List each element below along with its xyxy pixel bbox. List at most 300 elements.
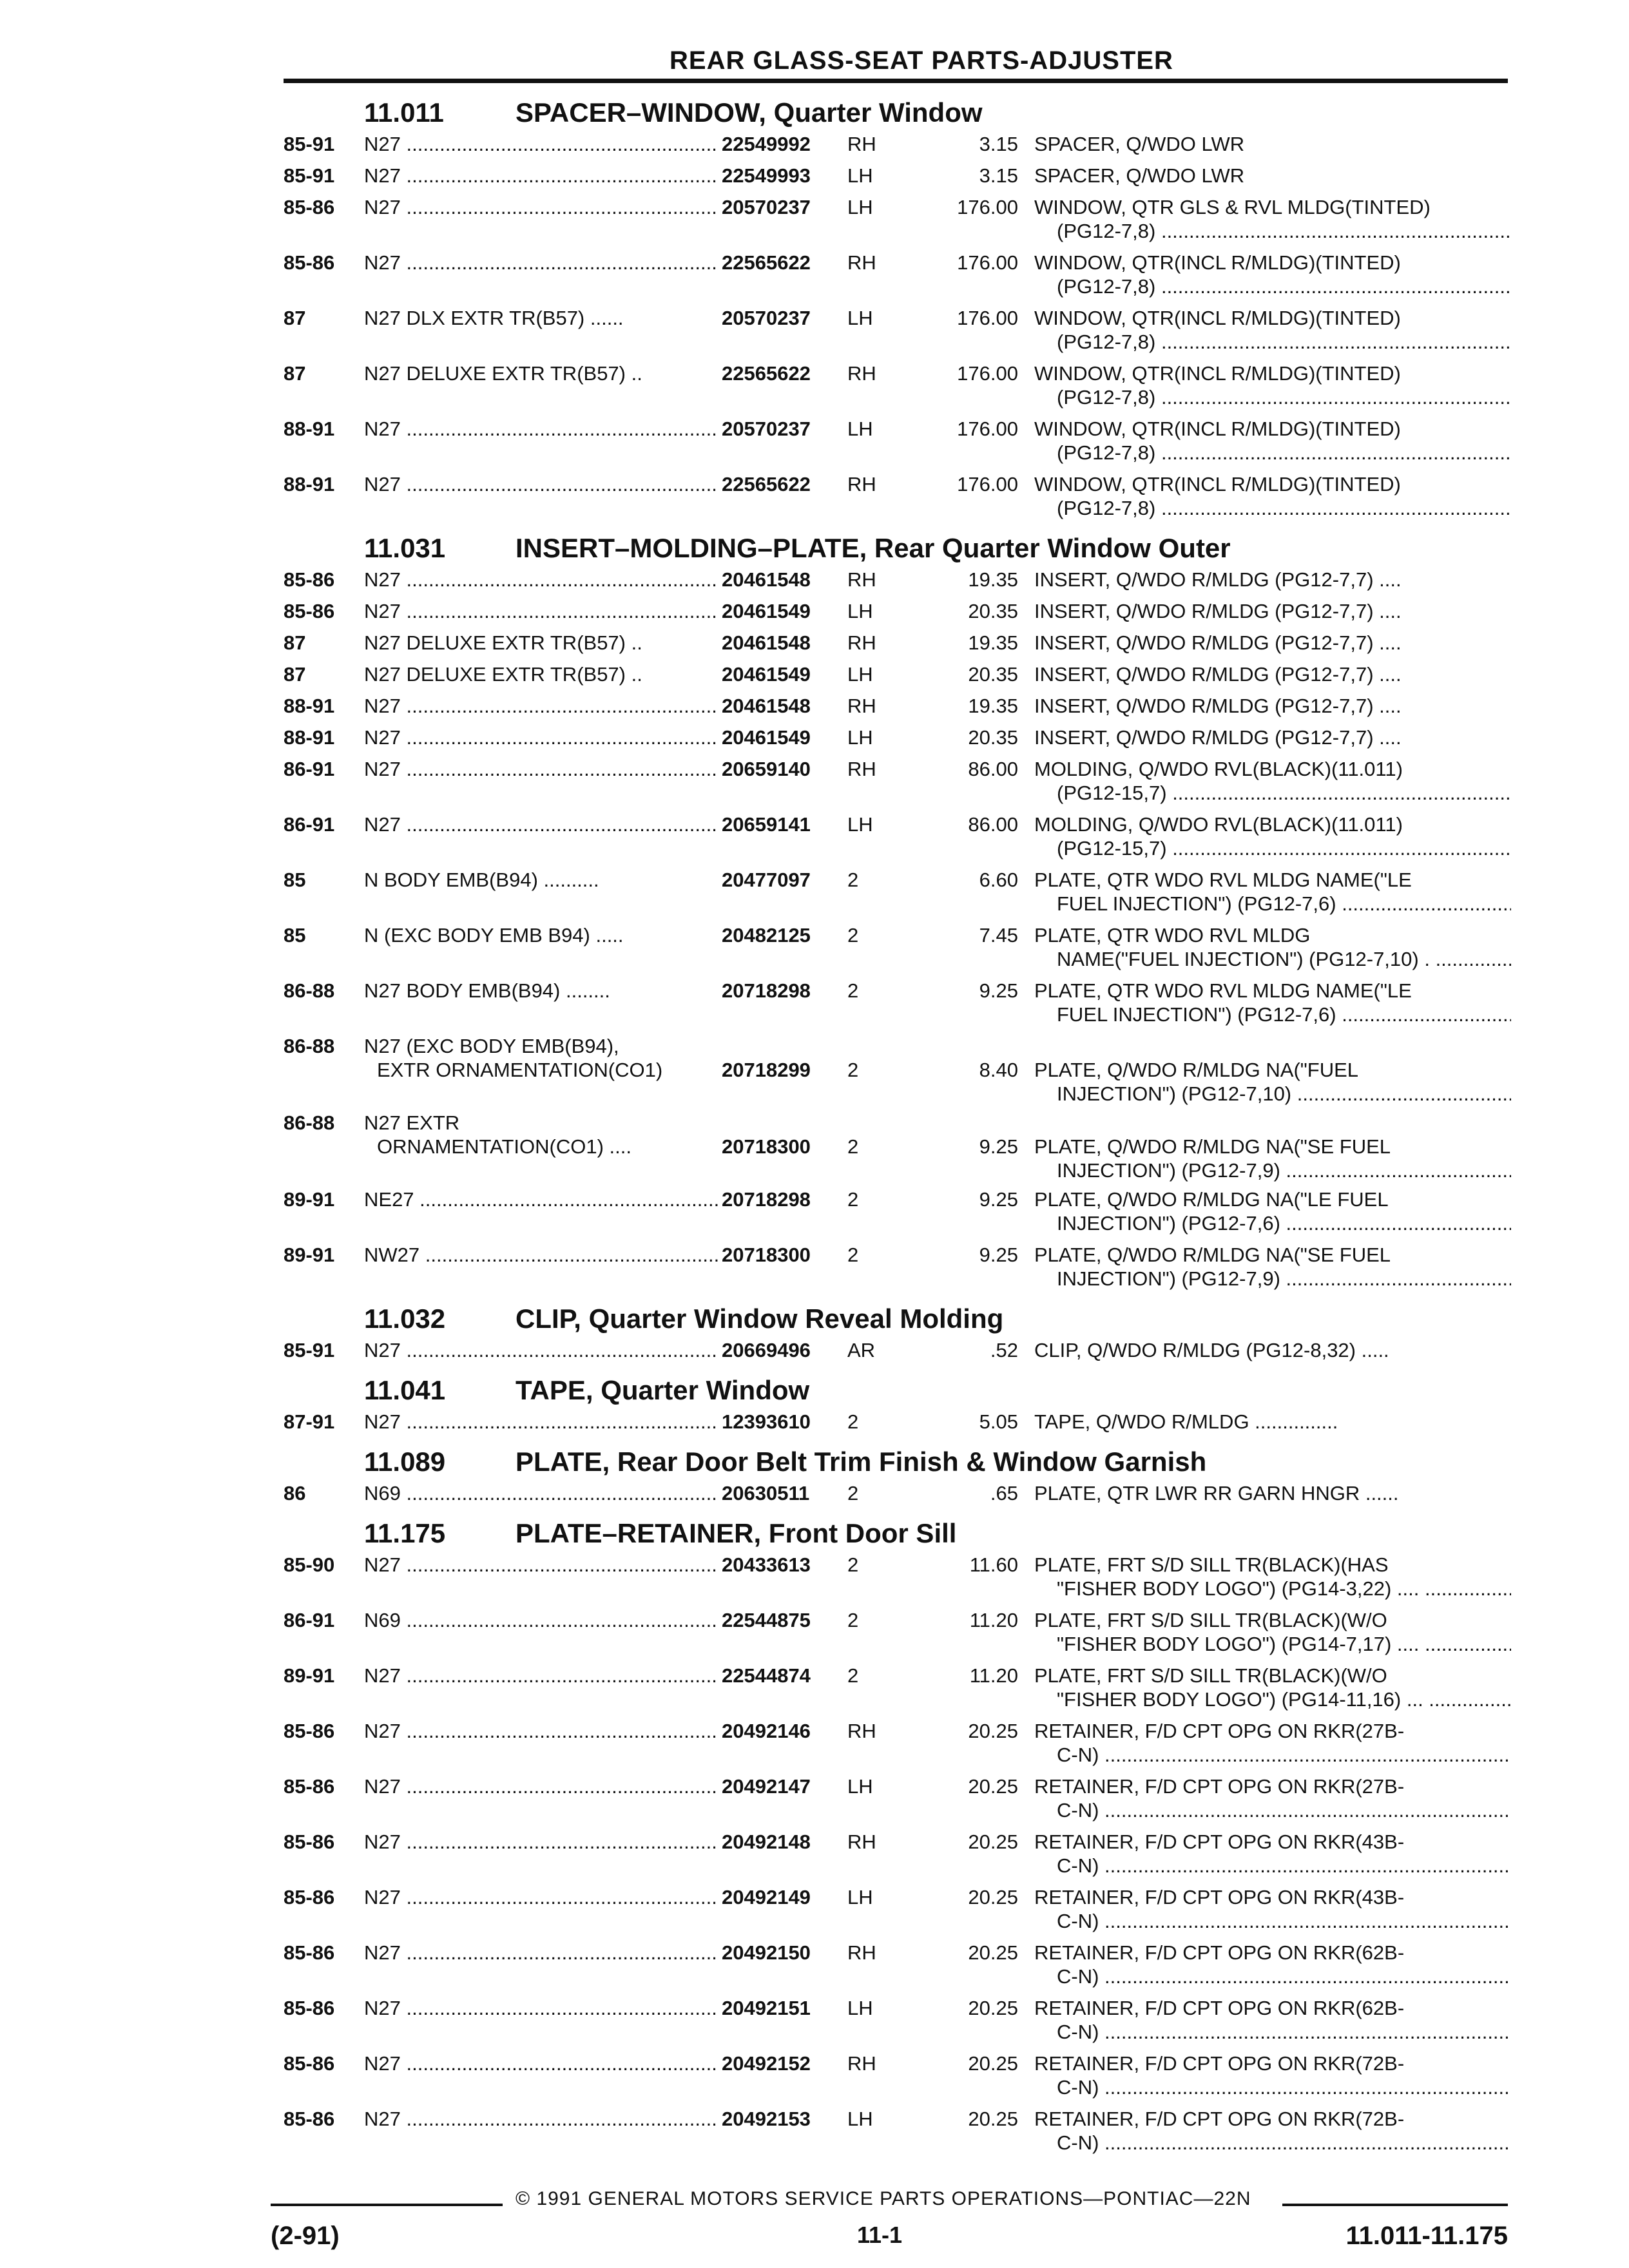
part-description-continued: (PG12-7,8) ..... [1057, 441, 1511, 465]
part-entry [284, 1608, 1508, 1664]
quantity-side: 2 [847, 1482, 859, 1504]
part-entry [284, 2052, 1508, 2107]
part-description: PLATE, FRT S/D SILL TR(BLACK)(HAS [1034, 1553, 1389, 1576]
part-description-continued: (PG12-15,7) ..... [1057, 836, 1511, 860]
part-description-continued: NAME("FUEL INJECTION") (PG12-7,10) . ..... [1057, 947, 1511, 971]
part-description-continued: (PG12-7,8) ..... [1057, 385, 1511, 409]
part-entry [284, 195, 1508, 251]
part-description: INSERT, Q/WDO R/MLDG (PG12-7,7) .... [1034, 631, 1402, 654]
quantity-side: AR [847, 1339, 876, 1361]
model-code: N27 ..... [364, 2107, 718, 2131]
list-price: 20.25 [968, 1997, 1018, 2019]
quantity-side: RH [847, 362, 876, 385]
model-code: N27 ..... [364, 1553, 718, 1577]
part-description-continued: (PG12-7,8) ..... [1057, 274, 1511, 298]
model-code-continued: ORNAMENTATION(CO1) .... [377, 1135, 631, 1158]
part-description-continued: C-N) ..... [1057, 2075, 1511, 2099]
model-code: N27 ..... [364, 568, 718, 591]
part-number: 20461548 [722, 695, 811, 717]
model-years: 85-86 [284, 1886, 335, 1908]
part-entry [284, 812, 1508, 868]
section-title: SPACER–WINDOW, Quarter Window [516, 97, 983, 128]
copyright-text: © 1991 GENERAL MOTORS SERVICE PARTS OPERATIONS—PONTIAC—22N [516, 2188, 1251, 2209]
part-entry [284, 979, 1508, 1034]
list-price: 176.00 [957, 473, 1018, 495]
part-entry [284, 1664, 1508, 1719]
part-description: SPACER, Q/WDO LWR [1034, 133, 1245, 155]
model-code: N27 ..... [364, 1719, 718, 1743]
part-number: 20718298 [722, 979, 811, 1002]
part-description-continued: (PG12-7,8) ..... [1057, 219, 1511, 243]
quantity-side: RH [847, 568, 876, 591]
title-rule [284, 79, 1508, 83]
part-description: WINDOW, QTR(INCL R/MLDG)(TINTED) [1034, 251, 1401, 274]
part-number: 20570237 [722, 196, 811, 218]
part-description-continued: INJECTION") (PG12-7,10) ..... [1057, 1082, 1511, 1106]
list-price: 20.25 [968, 1720, 1018, 1742]
section-header [284, 1298, 1508, 1338]
quantity-side: RH [847, 251, 876, 274]
quantity-side: 2 [847, 924, 859, 947]
section-title: PLATE, Rear Door Belt Trim Finish & Window Garnish [516, 1446, 1207, 1477]
part-number: 20492146 [722, 1720, 811, 1742]
model-code: N27 ..... [364, 1410, 718, 1434]
quantity-side: LH [847, 1997, 873, 2019]
quantity-side: 2 [847, 1410, 859, 1433]
quantity-side: LH [847, 600, 873, 622]
model-code: N27 ..... [364, 1338, 718, 1362]
model-years: 87-91 [284, 1410, 335, 1433]
part-description: PLATE, Q/WDO R/MLDG NA("FUEL [1034, 1059, 1359, 1081]
part-entry [284, 306, 1508, 361]
list-price: .52 [990, 1339, 1018, 1361]
quantity-side: LH [847, 813, 873, 836]
model-code: N27 ..... [364, 1774, 718, 1798]
model-code: N27 ..... [364, 1996, 718, 2020]
quantity-side: LH [847, 726, 873, 749]
model-years: 85-91 [284, 164, 335, 187]
list-price: 11.20 [969, 1609, 1018, 1631]
model-code: N27 (EXC BODY EMB(B94), [364, 1035, 619, 1057]
part-entry [284, 631, 1508, 662]
model-code: N27 ..... [364, 2052, 718, 2075]
part-number: 20492151 [722, 1997, 811, 2019]
list-price: 20.35 [968, 726, 1018, 749]
list-price: 20.25 [968, 2052, 1018, 2075]
part-description-continued: FUEL INJECTION") (PG12-7,6) ..... [1057, 1003, 1511, 1026]
quantity-side: LH [847, 196, 873, 218]
section-range: 11.011-11.175 [1345, 2222, 1508, 2250]
date-code: (2-91) [271, 2222, 340, 2250]
part-description-continued: C-N) ..... [1057, 1909, 1511, 1933]
part-description-continued: C-N) ..... [1057, 1854, 1511, 1878]
part-entry [284, 132, 1508, 164]
part-entry [284, 1996, 1508, 2052]
part-description-continued: (PG12-7,8) ..... [1057, 330, 1511, 354]
list-price: 11.20 [969, 1664, 1018, 1687]
quantity-side: 2 [847, 1135, 859, 1158]
list-price: 20.25 [968, 1831, 1018, 1853]
list-price: 9.25 [979, 1244, 1018, 1266]
model-code: N27 ..... [364, 1941, 718, 1965]
list-price: 3.15 [979, 133, 1018, 155]
model-code: N27 DELUXE EXTR TR(B57) .. [364, 631, 642, 654]
part-description-continued: INJECTION") (PG12-7,9) ..... [1057, 1267, 1511, 1291]
model-years: 89-91 [284, 1188, 335, 1211]
quantity-side: LH [847, 1886, 873, 1908]
quantity-side: 2 [847, 1609, 859, 1631]
quantity-side: 2 [847, 1553, 859, 1576]
list-price: 86.00 [968, 758, 1018, 780]
model-code: N27 DELUXE EXTR TR(B57) .. [364, 362, 642, 385]
model-years: 86-88 [284, 1111, 335, 1134]
section-header [284, 92, 1508, 132]
model-code: N27 BODY EMB(B94) ........ [364, 979, 610, 1002]
model-years: 88-91 [284, 726, 335, 749]
model-years: 85-86 [284, 1997, 335, 2019]
list-price: 5.05 [979, 1410, 1018, 1433]
model-code: N27 ..... [364, 472, 718, 496]
part-description-continued: (PG12-7,8) ..... [1057, 496, 1511, 520]
part-entry [284, 361, 1508, 417]
model-years: 87 [284, 362, 306, 385]
model-code: N27 ..... [364, 1885, 718, 1909]
part-number: 20477097 [722, 869, 811, 891]
model-years: 85 [284, 869, 306, 891]
part-entry [284, 472, 1508, 528]
list-price: 176.00 [957, 362, 1018, 385]
page-title: REAR GLASS-SEAT PARTS-ADJUSTER [670, 46, 1173, 75]
part-number: 22565622 [722, 362, 811, 385]
model-years: 88-91 [284, 695, 335, 717]
part-description-continued: C-N) ..... [1057, 1965, 1511, 1988]
part-description: INSERT, Q/WDO R/MLDG (PG12-7,7) .... [1034, 663, 1402, 686]
part-number: 22549993 [722, 164, 811, 187]
part-entry [284, 417, 1508, 472]
part-entry [284, 568, 1508, 599]
quantity-side: 2 [847, 979, 859, 1002]
model-years: 85-90 [284, 1553, 335, 1576]
part-number: 22565622 [722, 473, 811, 495]
part-entry [284, 1553, 1508, 1608]
quantity-side: RH [847, 631, 876, 654]
quantity-side: RH [847, 695, 876, 717]
part-entry [284, 868, 1508, 923]
part-description: INSERT, Q/WDO R/MLDG (PG12-7,7) .... [1034, 600, 1402, 622]
list-price: 176.00 [957, 418, 1018, 440]
quantity-side: RH [847, 1941, 876, 1964]
part-description: RETAINER, F/D CPT OPG ON RKR(62B- [1034, 1997, 1405, 2019]
section-title: PLATE–RETAINER, Front Door Sill [516, 1518, 957, 1548]
part-entry [284, 1338, 1508, 1370]
list-price: 19.35 [968, 631, 1018, 654]
list-price: 176.00 [957, 251, 1018, 274]
part-description: RETAINER, F/D CPT OPG ON RKR(62B- [1034, 1941, 1405, 1964]
list-price: 6.60 [979, 869, 1018, 891]
part-number: 20492148 [722, 1831, 811, 1853]
model-years: 85-86 [284, 600, 335, 622]
part-number: 20461548 [722, 631, 811, 654]
part-number: 22565622 [722, 251, 811, 274]
part-number: 20461549 [722, 600, 811, 622]
list-price: 9.25 [979, 1188, 1018, 1211]
part-entry [284, 164, 1508, 195]
model-code: N27 ..... [364, 812, 718, 836]
list-price: 20.25 [968, 2108, 1018, 2130]
part-description: RETAINER, F/D CPT OPG ON RKR(43B- [1034, 1886, 1405, 1908]
quantity-side: LH [847, 307, 873, 329]
model-years: 85-86 [284, 1775, 335, 1798]
quantity-side: RH [847, 1831, 876, 1853]
list-price: 20.25 [968, 1775, 1018, 1798]
part-description: PLATE, QTR WDO RVL MLDG [1034, 924, 1311, 947]
part-number: 20570237 [722, 418, 811, 440]
footer-rule-right [1282, 2204, 1508, 2206]
quantity-side: RH [847, 2052, 876, 2075]
part-description-continued: C-N) ..... [1057, 1798, 1511, 1822]
section-number: 11.032 [364, 1303, 446, 1334]
quantity-side: RH [847, 473, 876, 495]
model-code: N27 DELUXE EXTR TR(B57) .. [364, 663, 642, 686]
part-number: 20718300 [722, 1135, 811, 1158]
list-price: 9.25 [979, 1135, 1018, 1158]
part-description-continued: "FISHER BODY LOGO") (PG14-11,16) ... ..... [1057, 1687, 1511, 1711]
model-code: NE27 ..... [364, 1187, 718, 1211]
model-years: 87 [284, 631, 306, 654]
model-years: 85-86 [284, 1941, 335, 1964]
model-code: N (EXC BODY EMB B94) ..... [364, 924, 624, 947]
list-price: 8.40 [979, 1059, 1018, 1081]
quantity-side: LH [847, 164, 873, 187]
list-price: 20.35 [968, 663, 1018, 686]
section-header [284, 1370, 1508, 1410]
model-code: N27 EXTR [364, 1111, 460, 1134]
list-price: 9.25 [979, 979, 1018, 1002]
model-years: 85-86 [284, 196, 335, 218]
part-description: RETAINER, F/D CPT OPG ON RKR(72B- [1034, 2052, 1405, 2075]
model-code: N27 ..... [364, 726, 718, 749]
part-entry [284, 1410, 1508, 1441]
model-years: 85-86 [284, 2108, 335, 2130]
part-entry [284, 757, 1508, 812]
section-header [284, 528, 1508, 568]
list-price: .65 [990, 1482, 1018, 1504]
model-code: N27 ..... [364, 1830, 718, 1854]
part-description: RETAINER, F/D CPT OPG ON RKR(72B- [1034, 2108, 1405, 2130]
part-description: MOLDING, Q/WDO RVL(BLACK)(11.011) [1034, 813, 1403, 836]
part-number: 20659140 [722, 758, 811, 780]
model-years: 86-88 [284, 1035, 335, 1057]
model-years: 89-91 [284, 1244, 335, 1266]
part-description: TAPE, Q/WDO R/MLDG ............... [1034, 1410, 1338, 1433]
part-entry [284, 1034, 1508, 1111]
part-number: 20570237 [722, 307, 811, 329]
part-description: PLATE, FRT S/D SILL TR(BLACK)(W/O [1034, 1664, 1387, 1687]
part-description: INSERT, Q/WDO R/MLDG (PG12-7,7) .... [1034, 695, 1402, 717]
model-code: N27 ..... [364, 164, 718, 187]
part-number: 20718298 [722, 1188, 811, 1211]
section-title: CLIP, Quarter Window Reveal Molding [516, 1303, 1004, 1334]
part-number: 20461548 [722, 568, 811, 591]
list-price: 19.35 [968, 695, 1018, 717]
quantity-side: LH [847, 663, 873, 686]
page-number: 11-1 [857, 2222, 903, 2248]
part-description: WINDOW, QTR(INCL R/MLDG)(TINTED) [1034, 418, 1401, 440]
part-description: PLATE, FRT S/D SILL TR(BLACK)(W/O [1034, 1609, 1387, 1631]
quantity-side: 2 [847, 869, 859, 891]
part-number: 20630511 [722, 1482, 810, 1504]
list-price: 3.15 [979, 164, 1018, 187]
model-code: N27 ..... [364, 1664, 718, 1687]
model-code: N27 ..... [364, 195, 718, 219]
part-number: 22549992 [722, 133, 811, 155]
part-number: 20659141 [722, 813, 811, 836]
part-entry [284, 599, 1508, 631]
quantity-side: RH [847, 1720, 876, 1742]
quantity-side: RH [847, 758, 876, 780]
part-description: RETAINER, F/D CPT OPG ON RKR(27B- [1034, 1720, 1405, 1742]
part-number: 20492153 [722, 2108, 811, 2130]
model-years: 85-86 [284, 1720, 335, 1742]
part-description: WINDOW, QTR GLS & RVL MLDG(TINTED) [1034, 196, 1431, 218]
part-description-continued: C-N) ..... [1057, 1743, 1511, 1767]
model-code-continued: EXTR ORNAMENTATION(CO1) [377, 1059, 663, 1081]
part-description: PLATE, Q/WDO R/MLDG NA("SE FUEL [1034, 1244, 1391, 1266]
list-price: 20.35 [968, 600, 1018, 622]
section-number: 11.175 [364, 1518, 446, 1548]
section-number: 11.031 [364, 533, 446, 563]
part-entry [284, 1719, 1508, 1774]
section-title: INSERT–MOLDING–PLATE, Rear Quarter Window Outer [516, 533, 1231, 563]
model-years: 85-91 [284, 1339, 335, 1361]
part-entry [284, 1187, 1508, 1243]
part-number: 20492152 [722, 2052, 811, 2075]
model-code: N27 ..... [364, 417, 718, 441]
list-price: 176.00 [957, 307, 1018, 329]
list-price: 7.45 [979, 924, 1018, 947]
model-code: N27 ..... [364, 694, 718, 718]
part-entry [284, 1941, 1508, 1996]
catalog-page [284, 45, 1508, 2162]
part-number: 20433613 [722, 1553, 811, 1576]
part-number: 20718300 [722, 1244, 811, 1266]
section-header [284, 1513, 1508, 1553]
part-entry [284, 726, 1508, 757]
model-years: 89-91 [284, 1664, 335, 1687]
model-code: N BODY EMB(B94) .......... [364, 869, 599, 891]
model-code: N27 ..... [364, 757, 718, 781]
model-code: N69 ..... [364, 1608, 718, 1632]
model-years: 88-91 [284, 418, 335, 440]
part-description-continued: INJECTION") (PG12-7,9) ..... [1057, 1158, 1511, 1182]
quantity-side: LH [847, 1775, 873, 1798]
part-description: CLIP, Q/WDO R/MLDG (PG12-8,32) ..... [1034, 1339, 1389, 1361]
part-description: PLATE, Q/WDO R/MLDG NA("SE FUEL [1034, 1135, 1391, 1158]
part-description: PLATE, Q/WDO R/MLDG NA("LE FUEL [1034, 1188, 1389, 1211]
part-number: 20492150 [722, 1941, 811, 1964]
model-years: 86-91 [284, 813, 335, 836]
part-description: INSERT, Q/WDO R/MLDG (PG12-7,7) .... [1034, 568, 1402, 591]
section-number: 11.011 [364, 97, 444, 128]
model-years: 85-86 [284, 1831, 335, 1853]
model-years: 85-91 [284, 133, 335, 155]
part-description: INSERT, Q/WDO R/MLDG (PG12-7,7) .... [1034, 726, 1402, 749]
quantity-side: LH [847, 2108, 873, 2130]
list-price: 20.25 [968, 1886, 1018, 1908]
list-price: 11.60 [969, 1553, 1018, 1576]
model-years: 87 [284, 307, 306, 329]
model-code: N27 ..... [364, 251, 718, 274]
model-years: 85-86 [284, 251, 335, 274]
quantity-side: RH [847, 133, 876, 155]
part-entry [284, 662, 1508, 694]
part-entry [284, 2107, 1508, 2162]
part-entry [284, 923, 1508, 979]
part-number: 22544874 [722, 1664, 811, 1687]
model-years: 86 [284, 1482, 306, 1504]
part-description-continued: "FISHER BODY LOGO") (PG14-7,17) .... ..... [1057, 1632, 1511, 1656]
part-description-continued: (PG12-15,7) ..... [1057, 781, 1511, 805]
model-code: N69 ..... [364, 1481, 718, 1505]
list-price: 176.00 [957, 196, 1018, 218]
section-number: 11.089 [364, 1446, 446, 1477]
part-number: 20492149 [722, 1886, 811, 1908]
part-description: PLATE, QTR LWR RR GARN HNGR ...... [1034, 1482, 1399, 1504]
part-number: 20461549 [722, 726, 811, 749]
part-entry [284, 251, 1508, 306]
quantity-side: 2 [847, 1244, 859, 1266]
part-entry [284, 694, 1508, 726]
model-years: 85 [284, 924, 306, 947]
model-years: 85-86 [284, 2052, 335, 2075]
quantity-side: 2 [847, 1664, 859, 1687]
part-description: MOLDING, Q/WDO RVL(BLACK)(11.011) [1034, 758, 1403, 780]
sections-container [284, 92, 1508, 2162]
part-description-continued: "FISHER BODY LOGO") (PG14-3,22) .... ..... [1057, 1577, 1511, 1600]
model-code: N27 ..... [364, 599, 718, 623]
part-number: 20718299 [722, 1059, 811, 1081]
part-description: RETAINER, F/D CPT OPG ON RKR(27B- [1034, 1775, 1405, 1798]
list-price: 19.35 [968, 568, 1018, 591]
part-number: 20492147 [722, 1775, 811, 1798]
part-description: WINDOW, QTR(INCL R/MLDG)(TINTED) [1034, 307, 1401, 329]
part-number: 12393610 [722, 1410, 811, 1433]
part-number: 20482125 [722, 924, 811, 947]
model-years: 87 [284, 663, 306, 686]
part-description-continued: C-N) ..... [1057, 2020, 1511, 2044]
model-years: 86-91 [284, 1609, 335, 1631]
part-description-continued: FUEL INJECTION") (PG12-7,6) ..... [1057, 892, 1511, 916]
model-years: 88-91 [284, 473, 335, 495]
part-number: 20669496 [722, 1339, 811, 1361]
part-description-continued: C-N) ..... [1057, 2131, 1511, 2155]
section-title: TAPE, Quarter Window [516, 1375, 810, 1405]
model-code: NW27 ..... [364, 1243, 718, 1267]
quantity-side: LH [847, 418, 873, 440]
model-years: 86-91 [284, 758, 335, 780]
model-code: N27 ..... [364, 132, 718, 156]
section-number: 11.041 [364, 1375, 446, 1405]
part-number: 20461549 [722, 663, 811, 686]
model-years: 86-88 [284, 979, 335, 1002]
quantity-side: 2 [847, 1059, 859, 1081]
part-description: PLATE, QTR WDO RVL MLDG NAME("LE [1034, 979, 1412, 1002]
part-entry [284, 1774, 1508, 1830]
list-price: 20.25 [968, 1941, 1018, 1964]
part-entry [284, 1243, 1508, 1298]
quantity-side: 2 [847, 1188, 859, 1211]
list-price: 86.00 [968, 813, 1018, 836]
